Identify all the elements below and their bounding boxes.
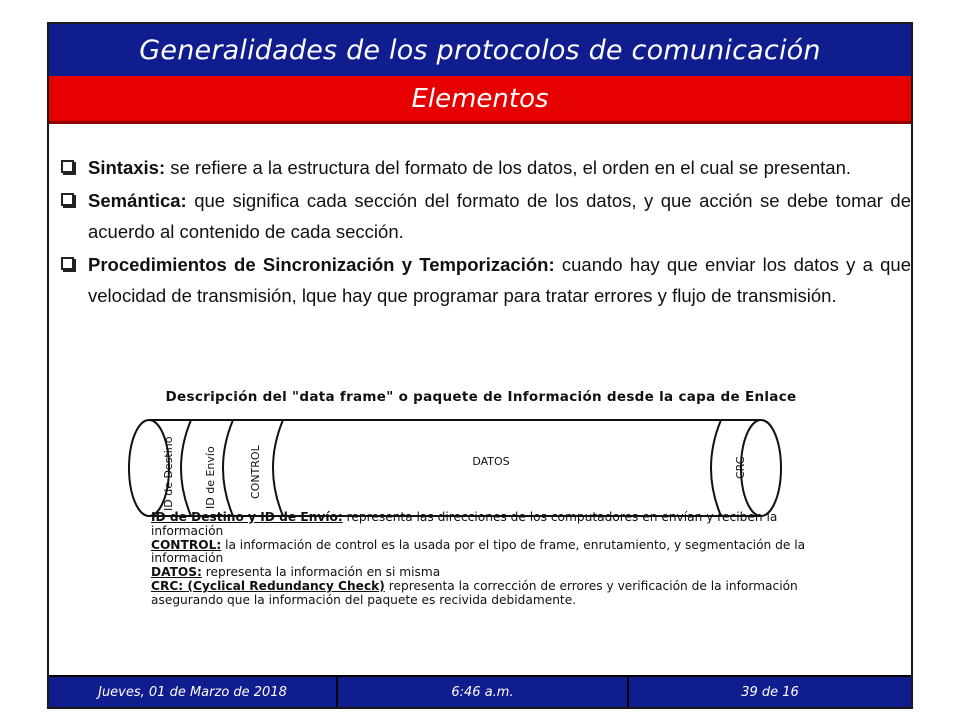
legend-term: DATOS: (151, 565, 202, 580)
segment-divider (711, 420, 721, 516)
data-frame-figure (71, 389, 891, 649)
bullet-item (61, 185, 911, 247)
legend-item (151, 580, 811, 608)
footer-time: 6:46 a.m. (338, 677, 629, 707)
data-frame-cylinder (71, 413, 891, 523)
footer-page-number: 39 de 16 (741, 684, 799, 700)
bullet-term: Sintaxis: (88, 157, 166, 178)
figure-title: Descripción del "data frame" o paquete de Información desde la capa de Enlace (165, 389, 797, 405)
bullet-item (61, 152, 911, 183)
slide-subheader (49, 76, 911, 124)
legend-text: representa las direcciones de los computadores en envían y reciben la información (151, 510, 778, 538)
slide-footer (49, 675, 911, 707)
segment-label-envio: ID de Envío (204, 446, 217, 509)
square-bullet-icon (61, 193, 74, 206)
segment-divider (223, 420, 233, 516)
bullet-text: que significa cada sección del formato de los datos, y que acción se debe tomar de acuerdo al contenido de cada sección. (88, 190, 911, 242)
bullet-text: se refiere a la estructura del formato de los datos, el orden en el cual se presentan. (165, 157, 852, 178)
legend-term: ID de Destino y ID de Envío: (151, 510, 343, 524)
segment-label-datos: DATOS (472, 455, 510, 468)
footer-date: Jueves, 01 de Marzo de 2018 (49, 677, 338, 707)
segment-divider (181, 420, 191, 516)
cylinder-right-cap (741, 420, 781, 516)
square-bullet-icon (61, 257, 74, 270)
legend-text: representa la información en si misma (201, 565, 441, 580)
segment-label-destino: ID de Destino (162, 436, 175, 511)
square-bullet-icon (61, 160, 74, 173)
section-title: Elementos (411, 83, 549, 114)
segment-label-crc: CRC (734, 456, 747, 479)
slide-title: Generalidades de los protocolos de comunicación (139, 34, 821, 66)
bullet-list (61, 152, 911, 313)
legend-item (151, 511, 811, 539)
slide (47, 22, 913, 709)
figure-legend (151, 511, 811, 608)
legend-item (151, 539, 811, 567)
bullet-item (61, 249, 911, 311)
segment-divider (273, 420, 283, 516)
bullet-term: Procedimientos de Sincronización y Temporización: (88, 254, 555, 275)
slide-header (49, 24, 911, 76)
segment-label-control: CONTROL (249, 445, 262, 499)
legend-text: representa la corrección de errores y verificación de la información asegurando que la información del paquete es recivida debidamente. (151, 578, 798, 607)
legend-term: CRC: (Cyclical Redundancy Check) (151, 578, 385, 593)
bullet-term: Semántica: (88, 190, 187, 211)
legend-item (151, 566, 811, 580)
bullet-text: cuando hay que enviar los datos y a que velocidad de transmisión, lque hay que programar para tratar errores y flujo de transmisión. (88, 254, 911, 306)
legend-term: CONTROL: (151, 537, 222, 552)
legend-text: la información de control es la usada por el tipo de frame, enrutamiento, y segmentación de la información (151, 537, 806, 566)
